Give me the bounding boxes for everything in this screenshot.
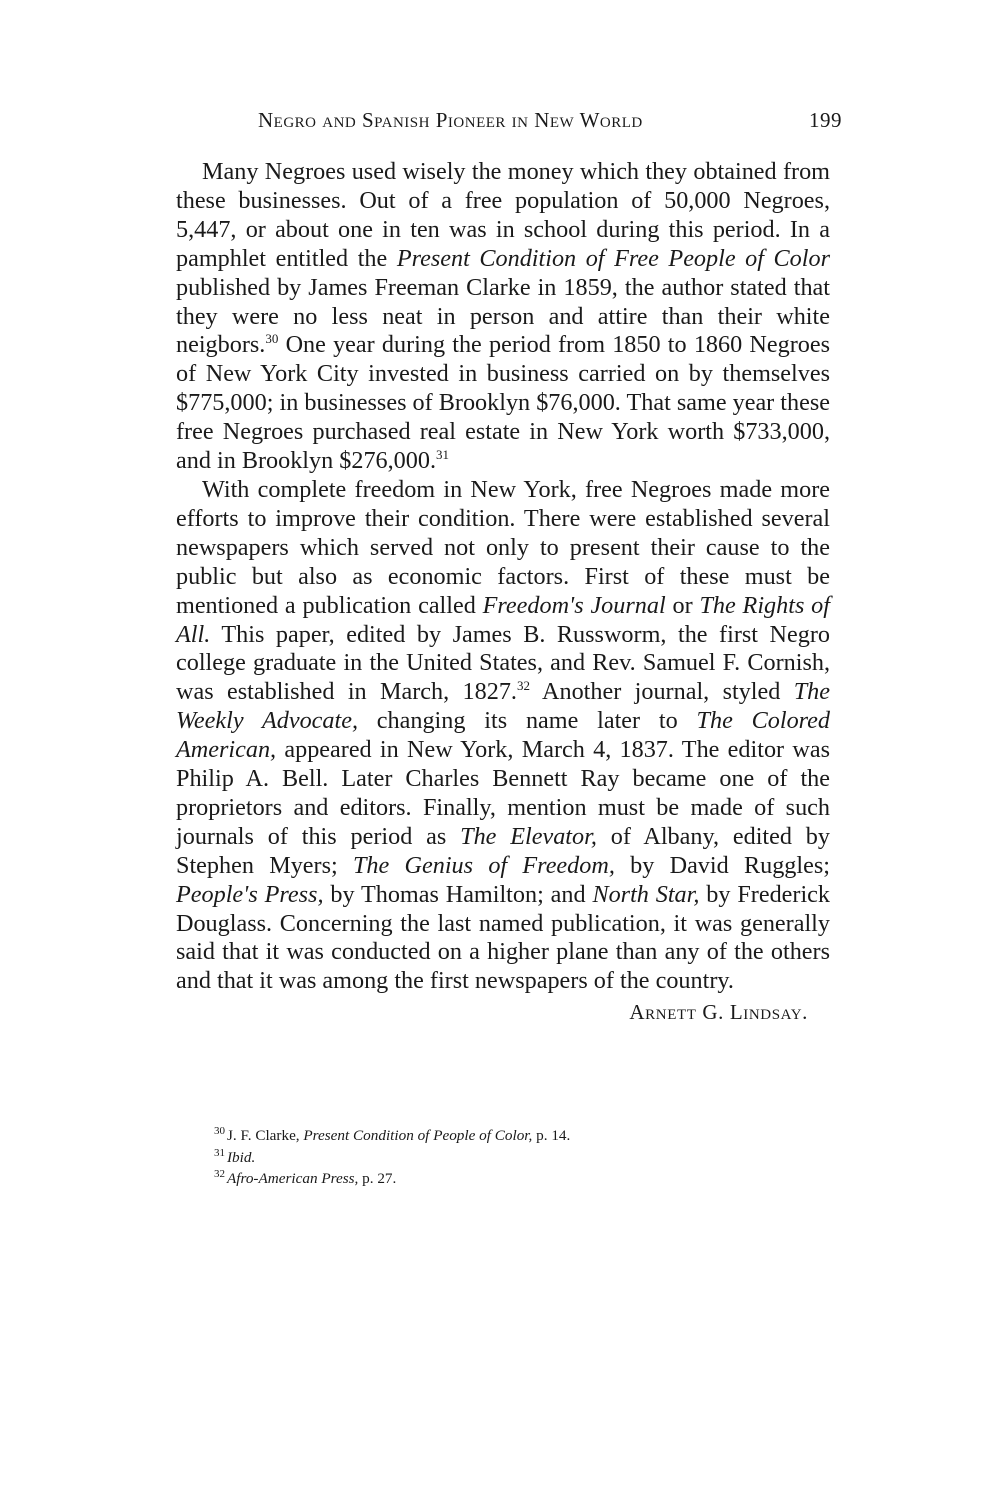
page-number: 199 [809, 108, 842, 132]
footnote-text: J. F. Clarke, [227, 1127, 304, 1144]
italic-title: The Elevator, [460, 822, 597, 850]
footnote [214, 1168, 830, 1190]
author-signature: Arnett G. Lindsay. [629, 1000, 808, 1025]
paragraph-text: or [665, 591, 700, 619]
footnote-text: p. 27. [358, 1170, 397, 1187]
paragraph-text: One year during the period from 1850 to 1860 Negroes of New York City invested in business carried on by themselves $775,000; in businesses of Brooklyn $76,000. That same year these free Negroes purchased real estate in New York worth $733,000, and in Brooklyn $276,000. [176, 331, 830, 475]
paragraph-text: Many Negroes used wisely the money which they obtained from these businesses. Out of a free population of 50,000 Negroes, 5,447, or about one in ten was in school during this period. In a pamphlet entitled the [176, 158, 830, 272]
paragraph-text: by Thomas Hamilton; and [323, 880, 593, 908]
italic-title: People's Press, [176, 880, 324, 908]
footnote-ref: 31 [436, 447, 450, 463]
footnote-number: 32 [214, 1168, 225, 1180]
footnote-title: Ibid. [227, 1148, 256, 1166]
paragraph-text: With complete freedom in New York, free Negroes made more efforts to improve their condition. There were established several newspapers which served not only to present their cause to the public but also as economic factors. First of these must be mentioned a publication called [176, 475, 830, 619]
paragraph-text: This paper, edited by James B. Russworm, the first Negro college graduate in the United States, and Rev. Samuel F. Cornish, was established in March, 1827. [176, 620, 830, 706]
italic-title: The Weekly Advocate, [176, 678, 831, 735]
paragraph-text: by David Ruggles; [614, 851, 830, 879]
article-body [176, 158, 830, 1027]
footnote [214, 1147, 830, 1169]
running-title: Negro and Spanish Pioneer in New World [258, 108, 643, 132]
page-header [258, 108, 842, 133]
footnote [214, 1125, 830, 1147]
paragraph-text: Another journal, styled [529, 678, 794, 706]
italic-title: The Rights of All. [176, 591, 830, 648]
footnote-ref: 30 [265, 331, 279, 347]
footnotes [214, 1125, 830, 1190]
paragraph [176, 158, 830, 476]
footnote-title: Afro-American Press, [227, 1170, 359, 1187]
italic-title: Present Condition of Free People of Color [396, 244, 830, 272]
paragraph-text: of Albany, edited by Stephen Myers; [176, 822, 830, 879]
footnote-number: 31 [214, 1146, 225, 1159]
italic-title: The Genius of Freedom, [352, 851, 615, 879]
footnote-text: p. 14. [532, 1127, 571, 1144]
paragraph-text: published by James Freeman Clarke in 1859, the author stated that they were no less neat in person and attire than their white neigbors. [176, 273, 830, 359]
italic-title: Freedom's Journal [482, 591, 666, 619]
footnote-title: Present Condition of People of Color, [303, 1127, 533, 1144]
italic-title: North Star, [592, 880, 700, 908]
paragraph [176, 476, 830, 996]
paragraph-text: changing its name later to [358, 707, 697, 735]
paragraph-text: by Frederick Douglass. Concerning the last named publication, it was generally said that it was conducted on a higher plane than any of the others and that it was among the first newspapers of the country. [176, 880, 831, 995]
paragraph-text: appeared in New York, March 4, 1837. The editor was Philip A. Bell. Later Charles Bennett Ray became one of the proprietors and editors. Finally, mention must be made of such journals of this period as [176, 736, 830, 850]
italic-title: The Colored American, [176, 707, 831, 764]
footnote-number: 30 [214, 1125, 225, 1137]
footnote-ref: 32 [516, 678, 530, 694]
